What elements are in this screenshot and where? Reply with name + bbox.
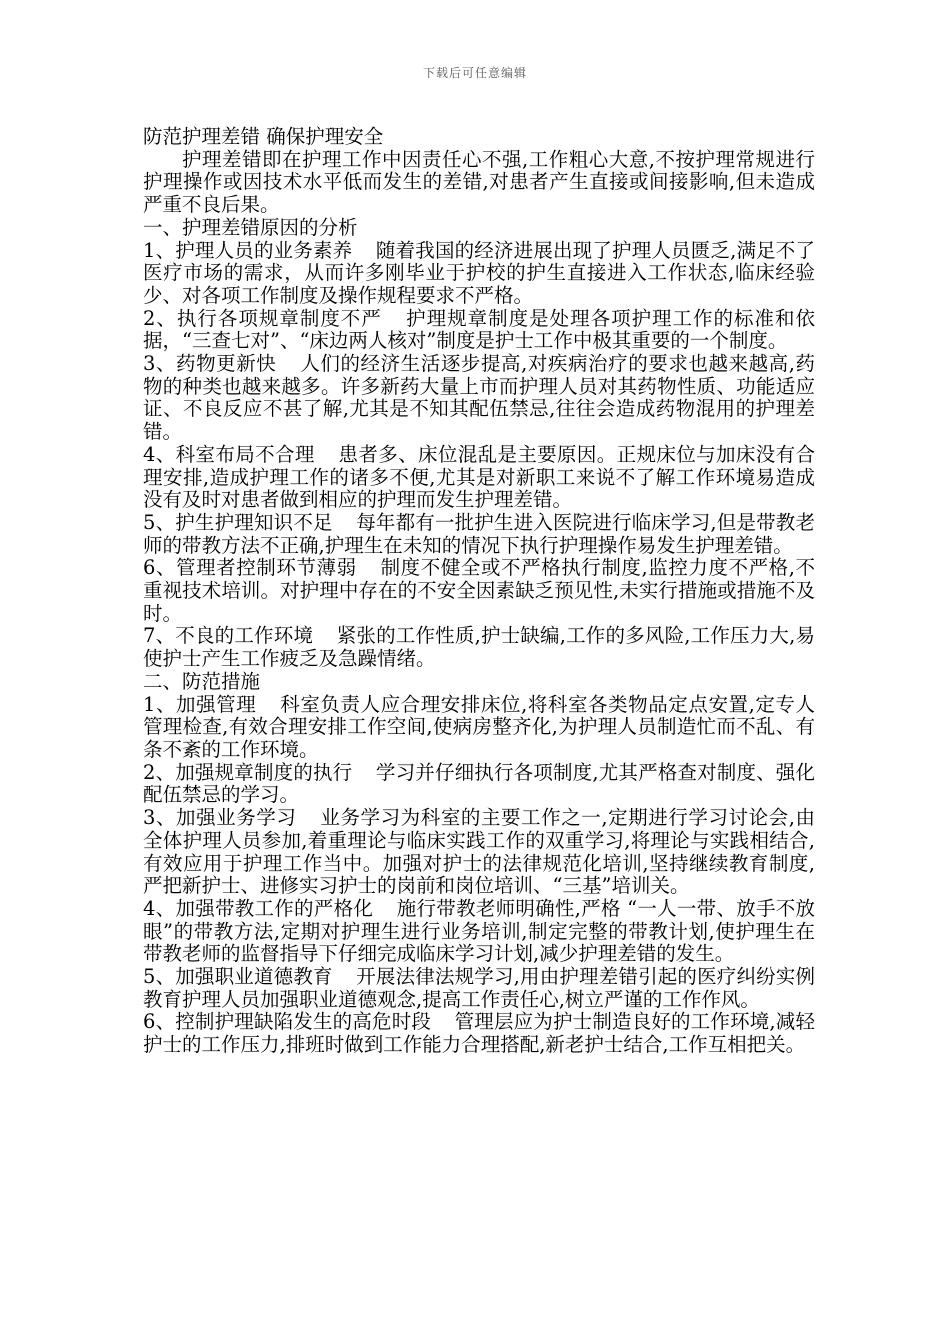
- measure-item-text: 学习并仔细执行各项制度,尤其严格查对制度、强化配伍禁忌的学习。: [143, 760, 815, 807]
- cause-item-text: 每年都有一批护生进入医院进行临床学习,但是带教老师的带教方法不正确,护理生在未知的情况下执行护理操作易发生护理差错。: [143, 510, 815, 557]
- cause-item-text: 患者多、床位混乱是主要原因。正规床位与加床没有合理安排,造成护理工作的诸多不便,尤其是对新职工来说不了解工作环境易造成没有及时对患者做到相应的护理而发生护理差错。: [143, 442, 815, 512]
- measure-item: [143, 807, 815, 898]
- measure-item-text: 业务学习为科室的主要工作之一,定期进行学习讨论会,由全体护理人员参加,着重理论与临床实践工作的双重学习,将理论与实践相结合,有效应用于护理工作当中。加强对护士的法律规范化培训,坚持继续教育制度,严把新护士、进修实习护士的岗前和岗位培训、“三基”培训关。: [143, 806, 815, 898]
- measure-item: [143, 966, 815, 1011]
- cause-item: [143, 240, 815, 308]
- cause-item: [143, 557, 815, 625]
- cause-item-lead: 4、科室布局不合理: [143, 442, 315, 466]
- measure-item: [143, 898, 815, 966]
- section-heading-causes: 一、护理差错原因的分析: [143, 215, 358, 239]
- document-title: 防范护理差错 确保护理安全: [143, 125, 384, 148]
- cause-item-text: 紧张的工作性质,护士缺编,工作的多风险,工作压力大,易使护士产生工作疲乏及急躁情绪。: [143, 624, 815, 671]
- measure-item-lead: 3、加强业务学习: [143, 806, 297, 830]
- measure-item: [143, 694, 815, 762]
- cause-item-lead: 6、管理者控制环节薄弱: [143, 556, 357, 580]
- cause-item-lead: 5、护生护理知识不足: [143, 510, 333, 534]
- cause-item: [143, 308, 815, 353]
- cause-item: [143, 444, 815, 512]
- measure-item: [143, 762, 815, 807]
- cause-item: [143, 353, 815, 444]
- measure-item-lead: 6、控制护理缺陷发生的高危时段: [143, 1010, 432, 1034]
- cause-item-lead: 3、药物更新快: [143, 352, 277, 376]
- cause-item: [143, 512, 815, 557]
- measure-item-text: 开展法律法规学习,用由护理差错引起的医疗纠纷实例教育护理人员加强职业道德观念,提高工作责任心,树立严谨的工作作风。: [143, 965, 815, 1011]
- section-heading-measures: 二、防范措施: [143, 669, 261, 693]
- measure-item-text: 管理层应为护士制造良好的工作环境,减轻护士的工作压力,排班时做到工作能力合理搭配,新老护士结合,工作互相把关。: [143, 1010, 815, 1057]
- document-body: [143, 126, 815, 1057]
- measure-item: [143, 1011, 815, 1056]
- cause-item-text: 护理规章制度是处理各项护理工作的标准和依据，“三查七对”、“床边两人核对”制度是护士工作中极其重要的一个制度。: [143, 306, 815, 353]
- cause-item-lead: 2、执行各项规章制度不严: [143, 306, 382, 330]
- cause-item-lead: 1、护理人员的业务素养: [143, 238, 353, 262]
- cause-item: [143, 625, 815, 670]
- measure-item-lead: 4、加强带教工作的严格化: [143, 896, 374, 920]
- measure-item-lead: 1、加强管理: [143, 692, 257, 716]
- measure-item-lead: 2、加强规章制度的执行: [143, 760, 353, 784]
- measure-item-lead: 5、加强职业道德教育: [143, 965, 333, 989]
- cause-item-text: 制度不健全或不严格执行制度,监控力度不严格,不重视技术培训。对护理中存在的不安全因素缺乏预见性,未实行措施或措施不及时。: [143, 556, 815, 625]
- measure-item-text: 施行带教老师明确性,严格 “一人一带、放手不放眼”的带教方法,定期对护理生进行业务培训,制定完整的带教计划,使护理生在带教老师的监督指导下仔细完成临床学习计划,减少护理差错的发生。: [143, 896, 815, 966]
- cause-item-lead: 7、不良的工作环境: [143, 624, 314, 648]
- cause-item-text: 人们的经济生活逐步提高,对疾病治疗的要求也越来越高,药物的种类也越来越多。许多新药大量上市而护理人员对其药物性质、功能适应证、不良反应不甚了解,尤其是不知其配伍禁忌,往往会造成药物混用的护理差错。: [143, 352, 815, 444]
- header-note: 下载后可任意编辑: [422, 66, 527, 80]
- measure-item-text: 科室负责人应合理安排床位,将科室各类物品定点安置,定专人管理检查,有效合理安排工作空间,使病房整齐化,为护理人员制造忙而不乱、有条不紊的工作环境。: [143, 692, 815, 761]
- cause-item-text: 随着我国的经济进展出现了护理人员匮乏,满足不了医疗市场的需求，从而许多刚毕业于护校的护生直接进入工作状态,临床经验少、对各项工作制度及操作规程要求不严格。: [143, 238, 815, 307]
- intro-paragraph: 护理差错即在护理工作中因责任心不强,工作粗心大意,不按护理常规进行护理操作或因技术水平低而发生的差错,对患者产生直接或间接影响,但未造成严重不良后果。: [143, 147, 815, 217]
